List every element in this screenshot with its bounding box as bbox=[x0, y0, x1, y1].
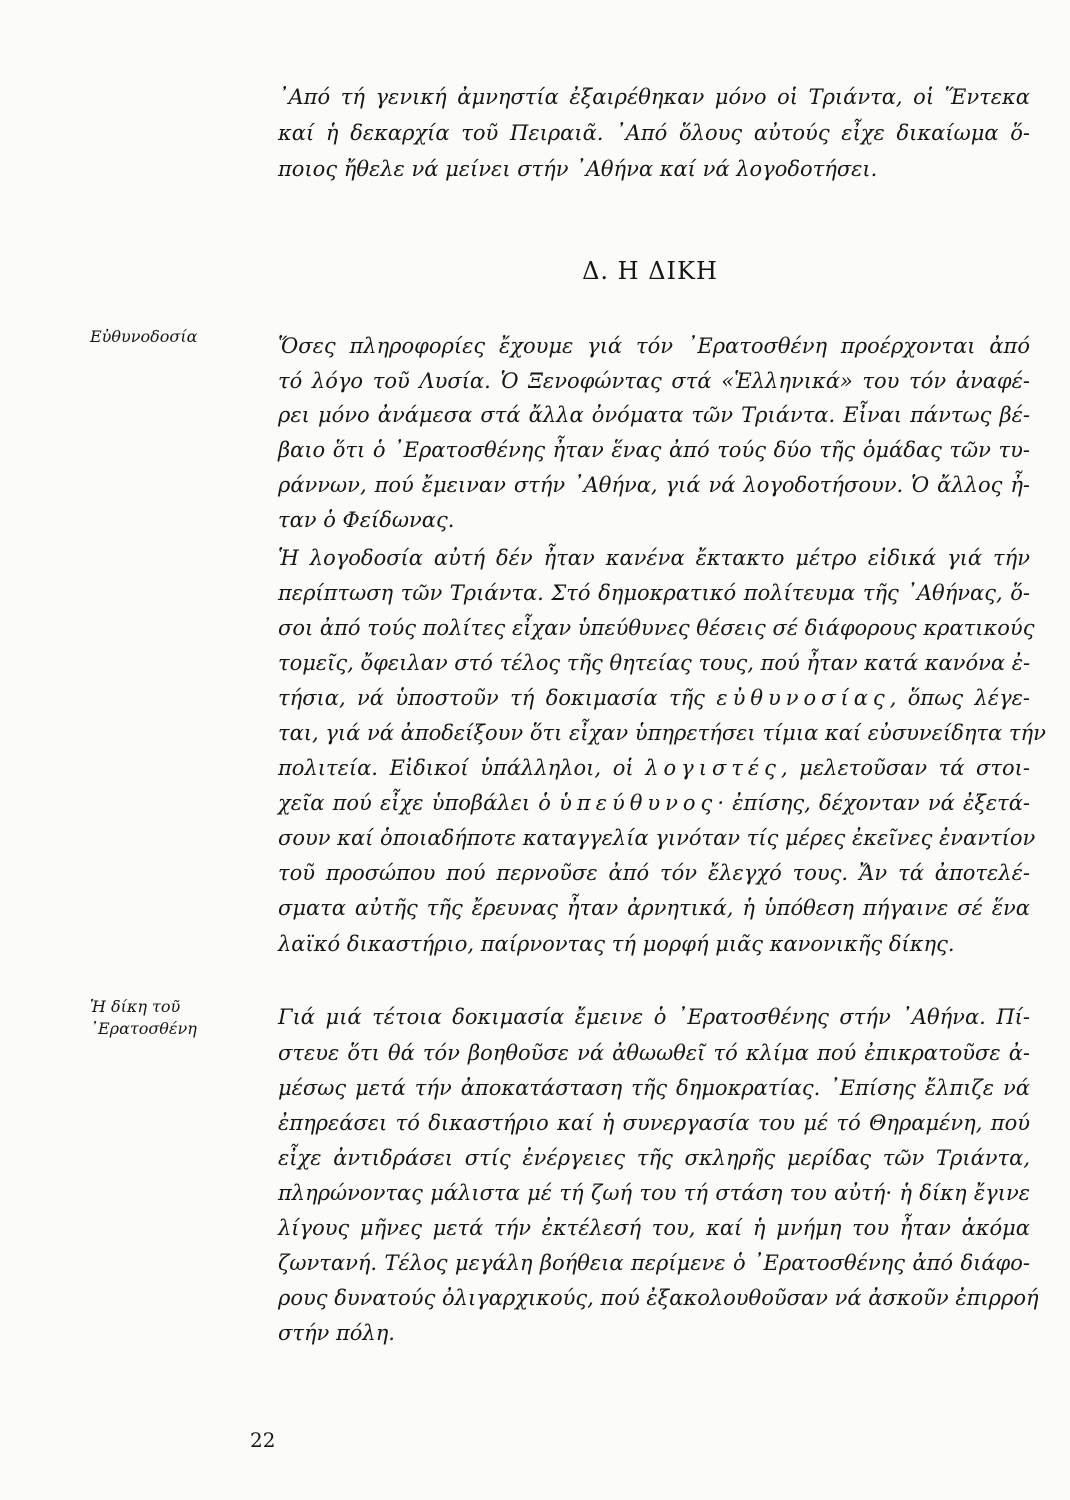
text-line: Ὅσες πληροφορίες ἔχουμε γιά τόν ᾿Ερατοσθένη προέρχονται ἀπό bbox=[278, 334, 1030, 358]
spaced-term: λογιστές bbox=[645, 756, 781, 780]
text-run: , ὅπως λέγε- bbox=[889, 686, 1030, 710]
text-line: τομεῖς, ὄφειλαν στό τέλος τῆς θητείας τους, πού ἦταν κατά κανόνα ἐ- bbox=[278, 651, 1031, 675]
section-heading: Δ. Η ΔΙΚΗ bbox=[582, 257, 718, 285]
margin-note-accountability: Εὐθυνοδοσία bbox=[90, 327, 198, 346]
text-run: , μελετοῦσαν τά στοι- bbox=[780, 756, 1030, 780]
text-line bbox=[278, 753, 1030, 783]
text-line: σματα αὐτῆς τῆς ἔρευνας ἦταν ἀρνητικά, ἡ ὑπόθεση πήγαινε σέ ἕνα bbox=[278, 896, 1030, 920]
text-line: στευε ὅτι θά τόν βοηθοῦσε νά ἀθωωθεῖ τό κλίμα πού ἐπικρατοῦσε ἀ- bbox=[278, 1041, 1030, 1065]
text-line: λίγους μῆνες μετά τήν ἐκτέλεσή του, καί ἡ μνήμη του ἦταν ἀκόμα bbox=[278, 1216, 1030, 1240]
text-line: περίπτωση τῶν Τριάντα. Στό δημοκρατικό πολίτευμα τῆς ᾿Αθήνας, ὅ- bbox=[278, 581, 1030, 605]
spaced-term: εὐθυνοσίας bbox=[716, 686, 890, 710]
text-line: στήν πόλη. bbox=[278, 1321, 395, 1345]
text-line: ράννων, πού ἔμειναν στήν ᾿Αθήνα, γιά νά λογοδοτήσουν. Ὁ ἄλλος ἦ- bbox=[278, 473, 1030, 497]
text-line: τό λόγο τοῦ Λυσία. Ὁ Ξενοφώντας στά «Ἑλληνικά» του τόν ἀναφέ- bbox=[278, 369, 1030, 393]
text-line bbox=[278, 683, 1030, 713]
text-line: ται, γιά νά ἀποδείξουν ὅτι εἶχαν ὑπηρετήσει τίμια καί εὐσυνείδητα τήν bbox=[278, 721, 1046, 745]
text-run: τήσια, νά ὑποστοῦν τή δοκιμασία τῆς bbox=[278, 686, 717, 710]
text-line: λαϊκό δικαστήριο, παίρνοντας τή μορφή μιᾶς κανονικῆς δίκης. bbox=[278, 932, 955, 956]
text-line: εἶχε ἀντιδράσει στίς ἐνέργειες τῆς σκληρῆς μερίδας τῶν Τριάντα, bbox=[278, 1146, 1030, 1170]
page-number: 22 bbox=[250, 1428, 276, 1452]
text-line: καί ἡ δεκαρχία τοῦ Πειραιᾶ. ᾿Από ὅλους αὐτούς εἶχε δικαίωμα ὅ- bbox=[278, 121, 1030, 145]
margin-note-trial: Ἡ δίκη τοῦ bbox=[90, 997, 181, 1016]
text-line: σοι ἀπό τούς πολίτες εἶχαν ὑπεύθυνες θέσεις σέ διάφορους κρατικούς bbox=[278, 616, 1035, 640]
text-run: χεῖα πού εἶχε ὑποβάλει ὁ bbox=[278, 791, 560, 815]
text-line: ρει μόνο ἀνάμεσα στά ἄλλα ὀνόματα τῶν Τριάντα. Εἶναι πάντως βέ- bbox=[278, 403, 1030, 427]
text-line: ποιος ἤθελε νά μείνει στήν ᾿Αθήνα καί νά λογοδοτήσει. bbox=[278, 157, 878, 181]
text-line: τοῦ προσώπου πού περνοῦσε ἀπό τόν ἔλεγχό τους. Ἄν τά ἀποτελέ- bbox=[278, 861, 1030, 885]
text-line: ᾿Από τή γενική ἀμνηστία ἐξαιρέθηκαν μόνο οἱ Τριάντα, οἱ Ἕντεκα bbox=[278, 85, 1030, 109]
text-line: πληρώνοντας μάλιστα μέ τή ζωή του τή στάση του αὐτή· ἡ δίκη ἔγινε bbox=[278, 1181, 1030, 1205]
text-line: ἐπηρεάσει τό δικαστήριο καί ἡ συνεργασία του μέ τό Θηραμένη, πού bbox=[278, 1111, 1030, 1135]
text-line: σουν καί ὁποιαδήποτε καταγγελία γινόταν τίς μέρες ἐκεῖνες ἐναντίον bbox=[278, 826, 1036, 850]
text-line: βαιο ὅτι ὁ ᾿Ερατοσθένης ἦταν ἕνας ἀπό τούς δύο τῆς ὁμάδας τῶν τυ- bbox=[278, 438, 1030, 462]
text-line: Ἡ λογοδοσία αὐτή δέν ἦταν κανένα ἔκτακτο μέτρο εἰδικά γιά τήν bbox=[278, 546, 1030, 570]
text-line: ταν ὁ Φείδωνας. bbox=[278, 508, 455, 532]
text-line: μέσως μετά τήν ἀποκατάσταση τῆς δημοκρατίας. ᾿Επίσης ἔλπιζε νά bbox=[278, 1076, 1030, 1100]
text-line: ρους δυνατούς ὀλιγαρχικούς, πού ἐξακολουθοῦσαν νά ἀσκοῦν ἐπιρροή bbox=[278, 1286, 1039, 1310]
text-line bbox=[278, 788, 1030, 818]
text-line: ζωντανή. Τέλος μεγάλη βοήθεια περίμενε ὁ ᾿Ερατοσθένης ἀπό διάφο- bbox=[278, 1251, 1030, 1275]
text-line: Γιά μιά τέτοια δοκιμασία ἔμεινε ὁ ᾿Ερατοσθένης στήν ᾿Αθήνα. Πί- bbox=[278, 1005, 1030, 1029]
margin-note-trial: ᾿Ερατοσθένη bbox=[90, 1019, 197, 1038]
text-run: · ἐπίσης, δέχονταν νά ἐξετά- bbox=[717, 791, 1031, 815]
spaced-term: ὑπεύθυνος bbox=[559, 791, 718, 815]
text-run: πολιτεία. Εἰδικοί ὑπάλληλοι, οἱ bbox=[278, 756, 646, 780]
